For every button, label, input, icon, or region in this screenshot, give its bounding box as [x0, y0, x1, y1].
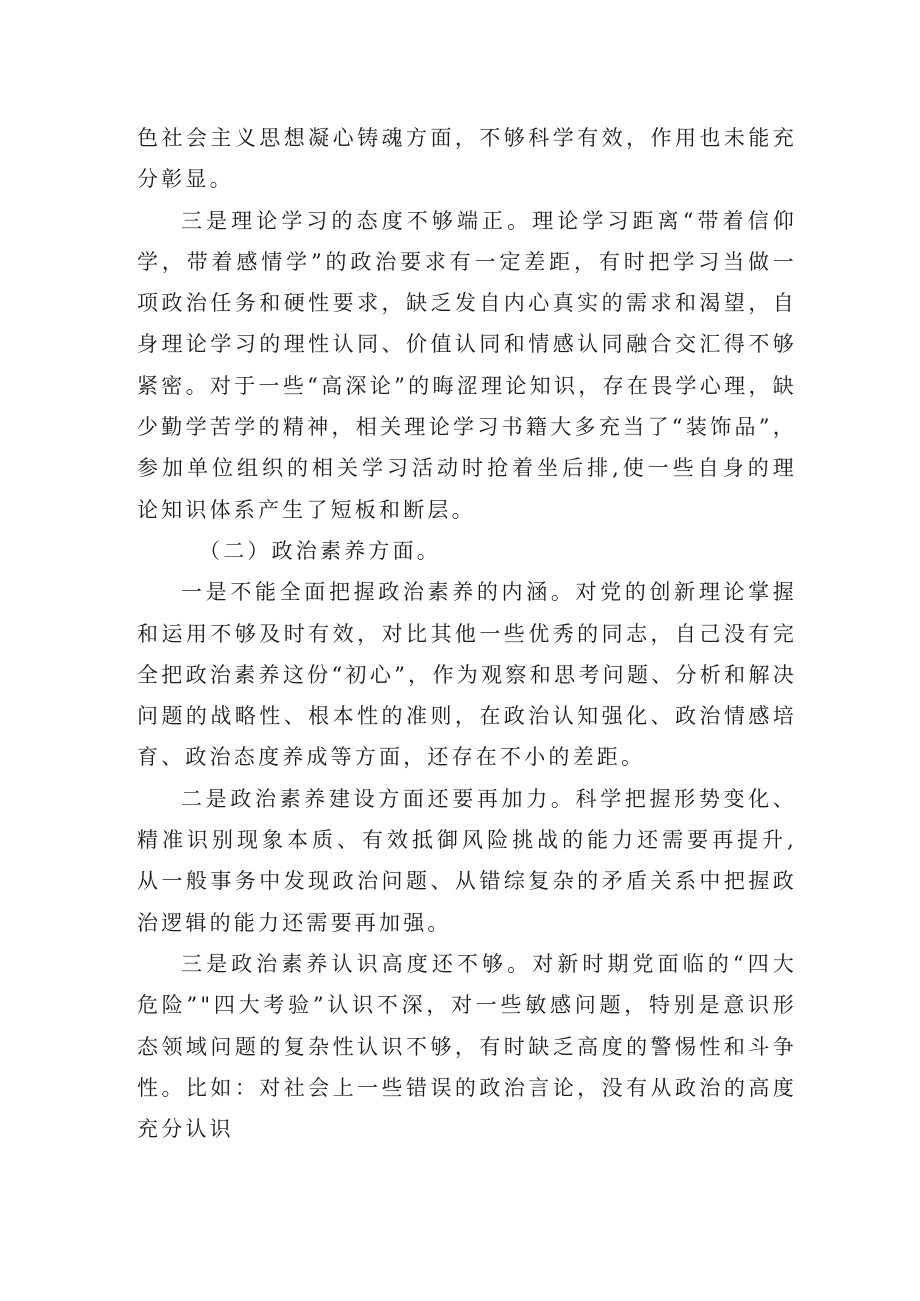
section-heading-text: （二）政治素养方面。 — [199, 538, 441, 563]
document-body — [137, 118, 797, 1150]
section-heading-political-literacy — [137, 531, 797, 572]
paragraph-literacy-building: 二是政治素养建设方面还要再加力。科学把握形势变化、精准识别现象本质、有效抵御风险挑战的能力还需要再提升,从一般事务中发现政治问题、从错综复杂的矛盾关系中把握政治逻辑的能力还需要再加强。 — [137, 786, 797, 935]
paragraph-literacy-connotation: 一是不能全面把握政治素养的内涵。对党的创新理论掌握和运用不够及时有效，对比其他一些优秀的同志，自己没有完全把政治素养这份“初心”，作为观察和思考问题、分析和解决问题的战略性、根本性的准则，在政治认知强化、政治情感培育、政治态度养成等方面，还存在不小的差距。 — [137, 580, 797, 770]
paragraph-theory-attitude: 三是理论学习的态度不够端正。理论学习距离“带着信仰学，带着感情学”的政治要求有一定差距，有时把学习当做一项政治任务和硬性要求，缺乏发自内心真实的需求和渴望，自身理论学习的理性认同、价值认同和情感认同融合交汇得不够紧密。对于一些“高深论”的晦涩理论知识，存在畏学心理，缺少勤学苦学的精神，相关理论学习书籍大多充当了“装饰品”，参加单位组织的相关学习活动时抢着坐后排,使一些自身的理论知识体系产生了短板和断层。 — [137, 208, 797, 522]
paragraph-literacy-awareness: 三是政治素养认识高度还不够。对新时期党面临的“四大危险”"四大考验”认识不深，对一些敏感问题，特别是意识形态领域问题的复杂性认识不够，有时缺乏高度的警惕性和斗争性。比如：对社会上一些错误的政治言论，没有从政治的高度充分认识 — [137, 951, 797, 1142]
paragraph-continued: 色社会主义思想凝心铸魂方面，不够科学有效，作用也未能充分彰显。 — [137, 126, 797, 192]
